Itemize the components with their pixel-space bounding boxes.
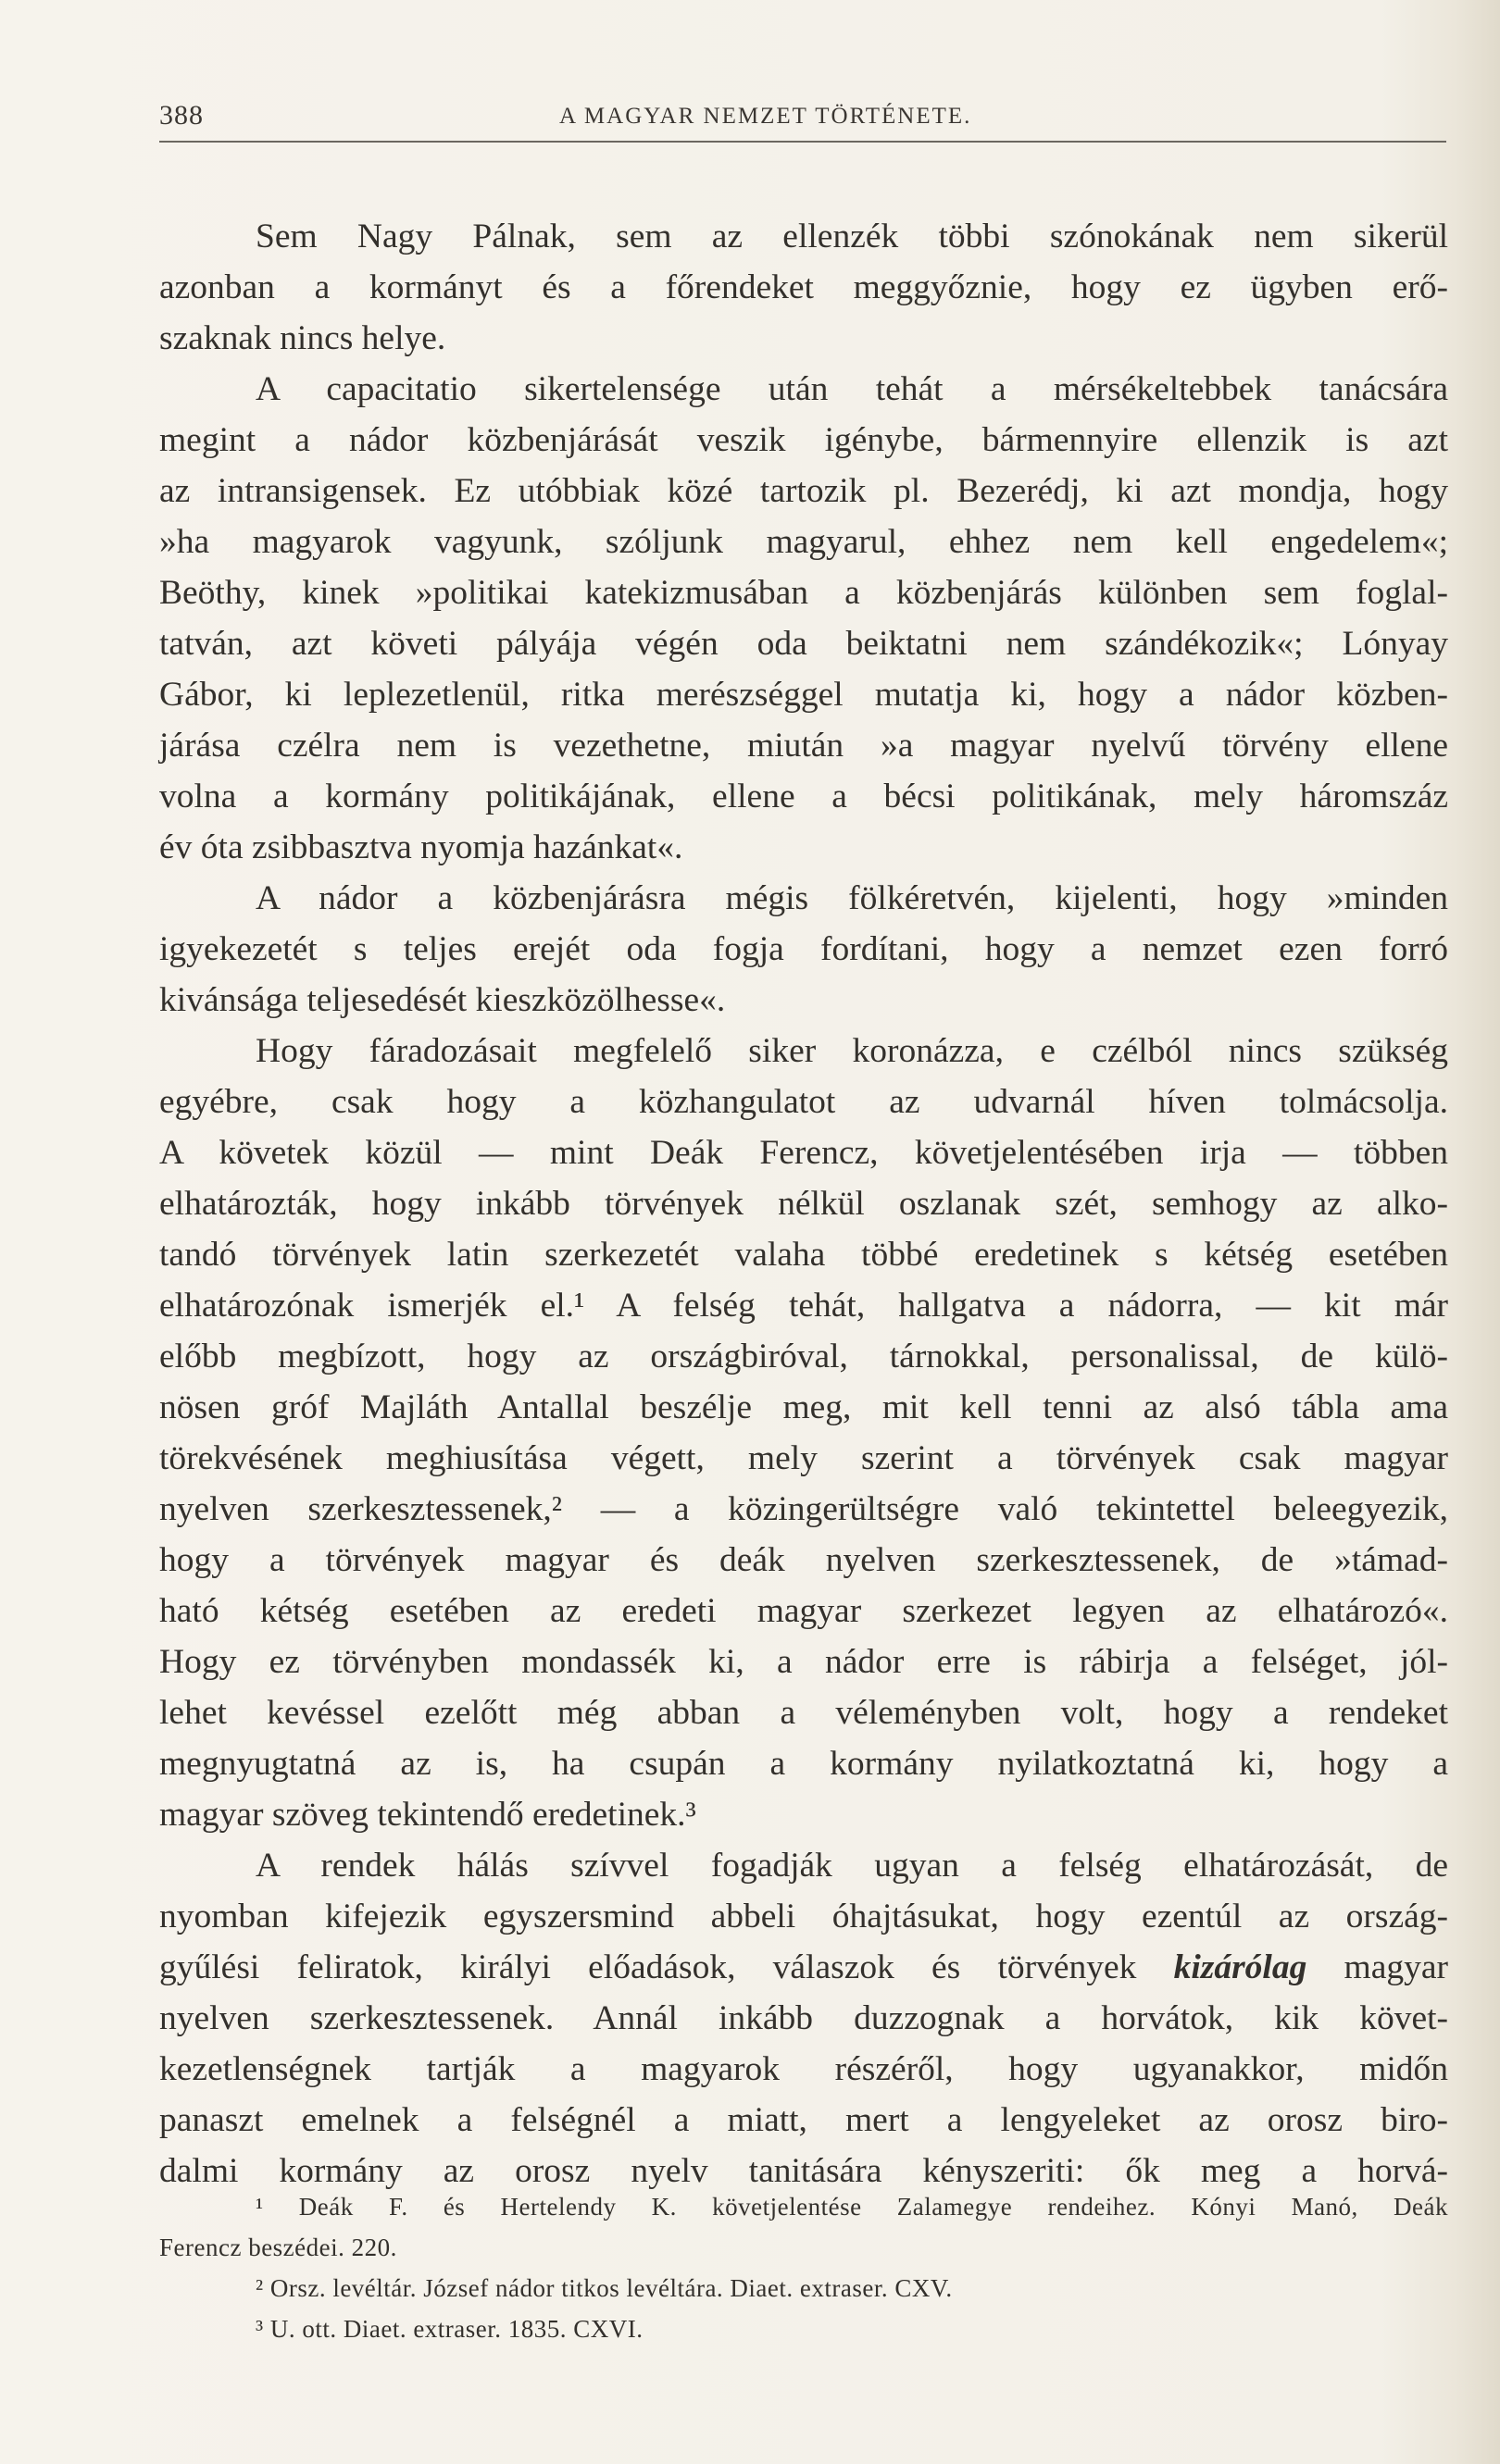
text-line: az intransigensek. Ez utóbbiak közé tartozik pl. Bezerédj, ki azt mondja, hogy [159, 472, 1448, 510]
text-line: ható kétség esetében az eredeti magyar szerkezet legyen az elhatározó«. [159, 1592, 1448, 1630]
text-line: Hogy ez törvényben mondassék ki, a nádor erre is rábirja a felséget, jól- [159, 1643, 1448, 1681]
text-line: Beöthy, kinek »politikai katekizmusában a közbenjárás különben sem foglal- [159, 574, 1448, 612]
text-line: elhatározták, hogy inkább törvények nélkül oszlanak szét, semhogy az alko- [159, 1185, 1448, 1223]
text-line: lehet kevéssel ezelőtt még abban a véleményben volt, hogy a rendeket [159, 1694, 1448, 1732]
text-line: A nádor a közbenjárásra mégis fölkéretvén, kijelenti, hogy »minden [256, 879, 1448, 917]
text-line: hogy a törvények magyar és deák nyelven szerkesztessenek, de »támad- [159, 1541, 1448, 1579]
text-line: kezetlenségnek tartják a magyarok részéről, hogy ugyanakkor, midőn [159, 2050, 1448, 2088]
text-line: Sem Nagy Pálnak, sem az ellenzék többi szónokának nem sikerül [256, 218, 1448, 255]
running-head: A MAGYAR NEMZET TÖRTÉNETE. [559, 104, 972, 129]
text-line: »ha magyarok vagyunk, szóljunk magyarul, ehhez nem kell engedelem«; [159, 523, 1448, 561]
page-header [159, 100, 1446, 143]
text-line: A követek közül — mint Deák Ferencz, követjelentésében irja — többen [159, 1134, 1448, 1172]
text-line: azonban a kormányt és a főrendeket meggyőznie, hogy ez ügyben erő- [159, 268, 1448, 306]
text-line: volna a kormány politikájának, ellene a bécsi politikának, mely háromszáz [159, 778, 1448, 815]
text-line: magyar szöveg tekintendő eredetinek.³ [159, 1796, 696, 1834]
text-line: gyűlési feliratok, királyi előadások, válaszok és törvények kizárólag magyar [159, 1948, 1448, 1986]
text-line: igyekezetét s teljes erejét oda fogja fordítani, hogy a nemzet ezen forró [159, 930, 1448, 968]
footnote-line: ¹ Deák F. és Hertelendy K. követjelentése Zalamegye rendeihez. Kónyi Manó, Deák [256, 2193, 1448, 2221]
text-line: dalmi kormány az orosz nyelv tanitására kényszeriti: ők meg a horvá- [159, 2152, 1448, 2190]
text-line: megint a nádor közbenjárását veszik igénybe, bármennyire ellenzik is azt [159, 421, 1448, 459]
text-line: nyelven szerkesztessenek. Annál inkább duzzognak a horvátok, kik követ- [159, 1999, 1448, 2037]
text-line: nösen gróf Majláth Antallal beszélje meg, mit kell tenni az alsó tábla ama [159, 1388, 1448, 1426]
text-line: egyébre, csak hogy a közhangulatot az udvarnál híven tolmácsolja. [159, 1083, 1448, 1121]
footnotes [159, 2186, 1448, 2349]
footnote-line: ² Orsz. levéltár. József nádor titkos levéltára. Diaet. extraser. CXV. [256, 2274, 953, 2302]
text-line: törekvésének meghiusítása végett, mely szerint a törvények csak magyar [159, 1439, 1448, 1477]
footnote-line: ³ U. ott. Diaet. extraser. 1835. CXVI. [256, 2315, 644, 2343]
emphasized-word: kizárólag [1173, 1948, 1307, 1986]
text-line: szaknak nincs helye. [159, 319, 446, 357]
text-line: elhatározónak ismerjék el.¹ A felség tehát, hallgatva a nádorra, — kit már [159, 1287, 1448, 1325]
text-line: Hogy fáradozásait megfelelő siker koronázza, e czélból nincs szükség [256, 1032, 1448, 1070]
text-line: nyelven szerkesztessenek,² — a közingerültségre való tekintettel beleegyezik, [159, 1490, 1448, 1528]
text-line: előbb megbízott, hogy az országbiróval, tárnokkal, personalissal, de külö- [159, 1338, 1448, 1375]
text-line: A rendek hálás szívvel fogadják ugyan a felség elhatározását, de [256, 1847, 1448, 1885]
text-line: nyomban kifejezik egyszersmind abbeli óhajtásukat, hogy ezentúl az ország- [159, 1898, 1448, 1935]
text-line: járása czélra nem is vezethetne, miután »a magyar nyelvű törvény ellene [159, 727, 1448, 765]
text-line: megnyugtatná az is, ha csupán a kormány nyilatkoztatná ki, hogy a [159, 1745, 1448, 1783]
text-line: tatván, azt követi pályája végén oda beiktatni nem szándékozik«; Lónyay [159, 625, 1448, 663]
footnote-line: Ferencz beszédei. 220. [159, 2234, 397, 2261]
text-line: panaszt emelnek a felségnél a miatt, mert a lengyeleket az orosz biro- [159, 2101, 1448, 2139]
text-line: év óta zsibbasztva nyomja hazánkat«. [159, 828, 683, 866]
text-line: tandó törvények latin szerkezetét valaha többé eredetinek s kétség esetében [159, 1236, 1448, 1274]
text-line: A capacitatio sikertelensége után tehát a mérsékeltebbek tanácsára [256, 370, 1448, 408]
text-line: Gábor, ki leplezetlenül, ritka merészséggel mutatja ki, hogy a nádor közben- [159, 676, 1448, 714]
text-line: kivánsága teljesedését kieszközölhesse«. [159, 981, 726, 1019]
page-number: 388 [159, 100, 204, 131]
body-text [159, 211, 1448, 2196]
